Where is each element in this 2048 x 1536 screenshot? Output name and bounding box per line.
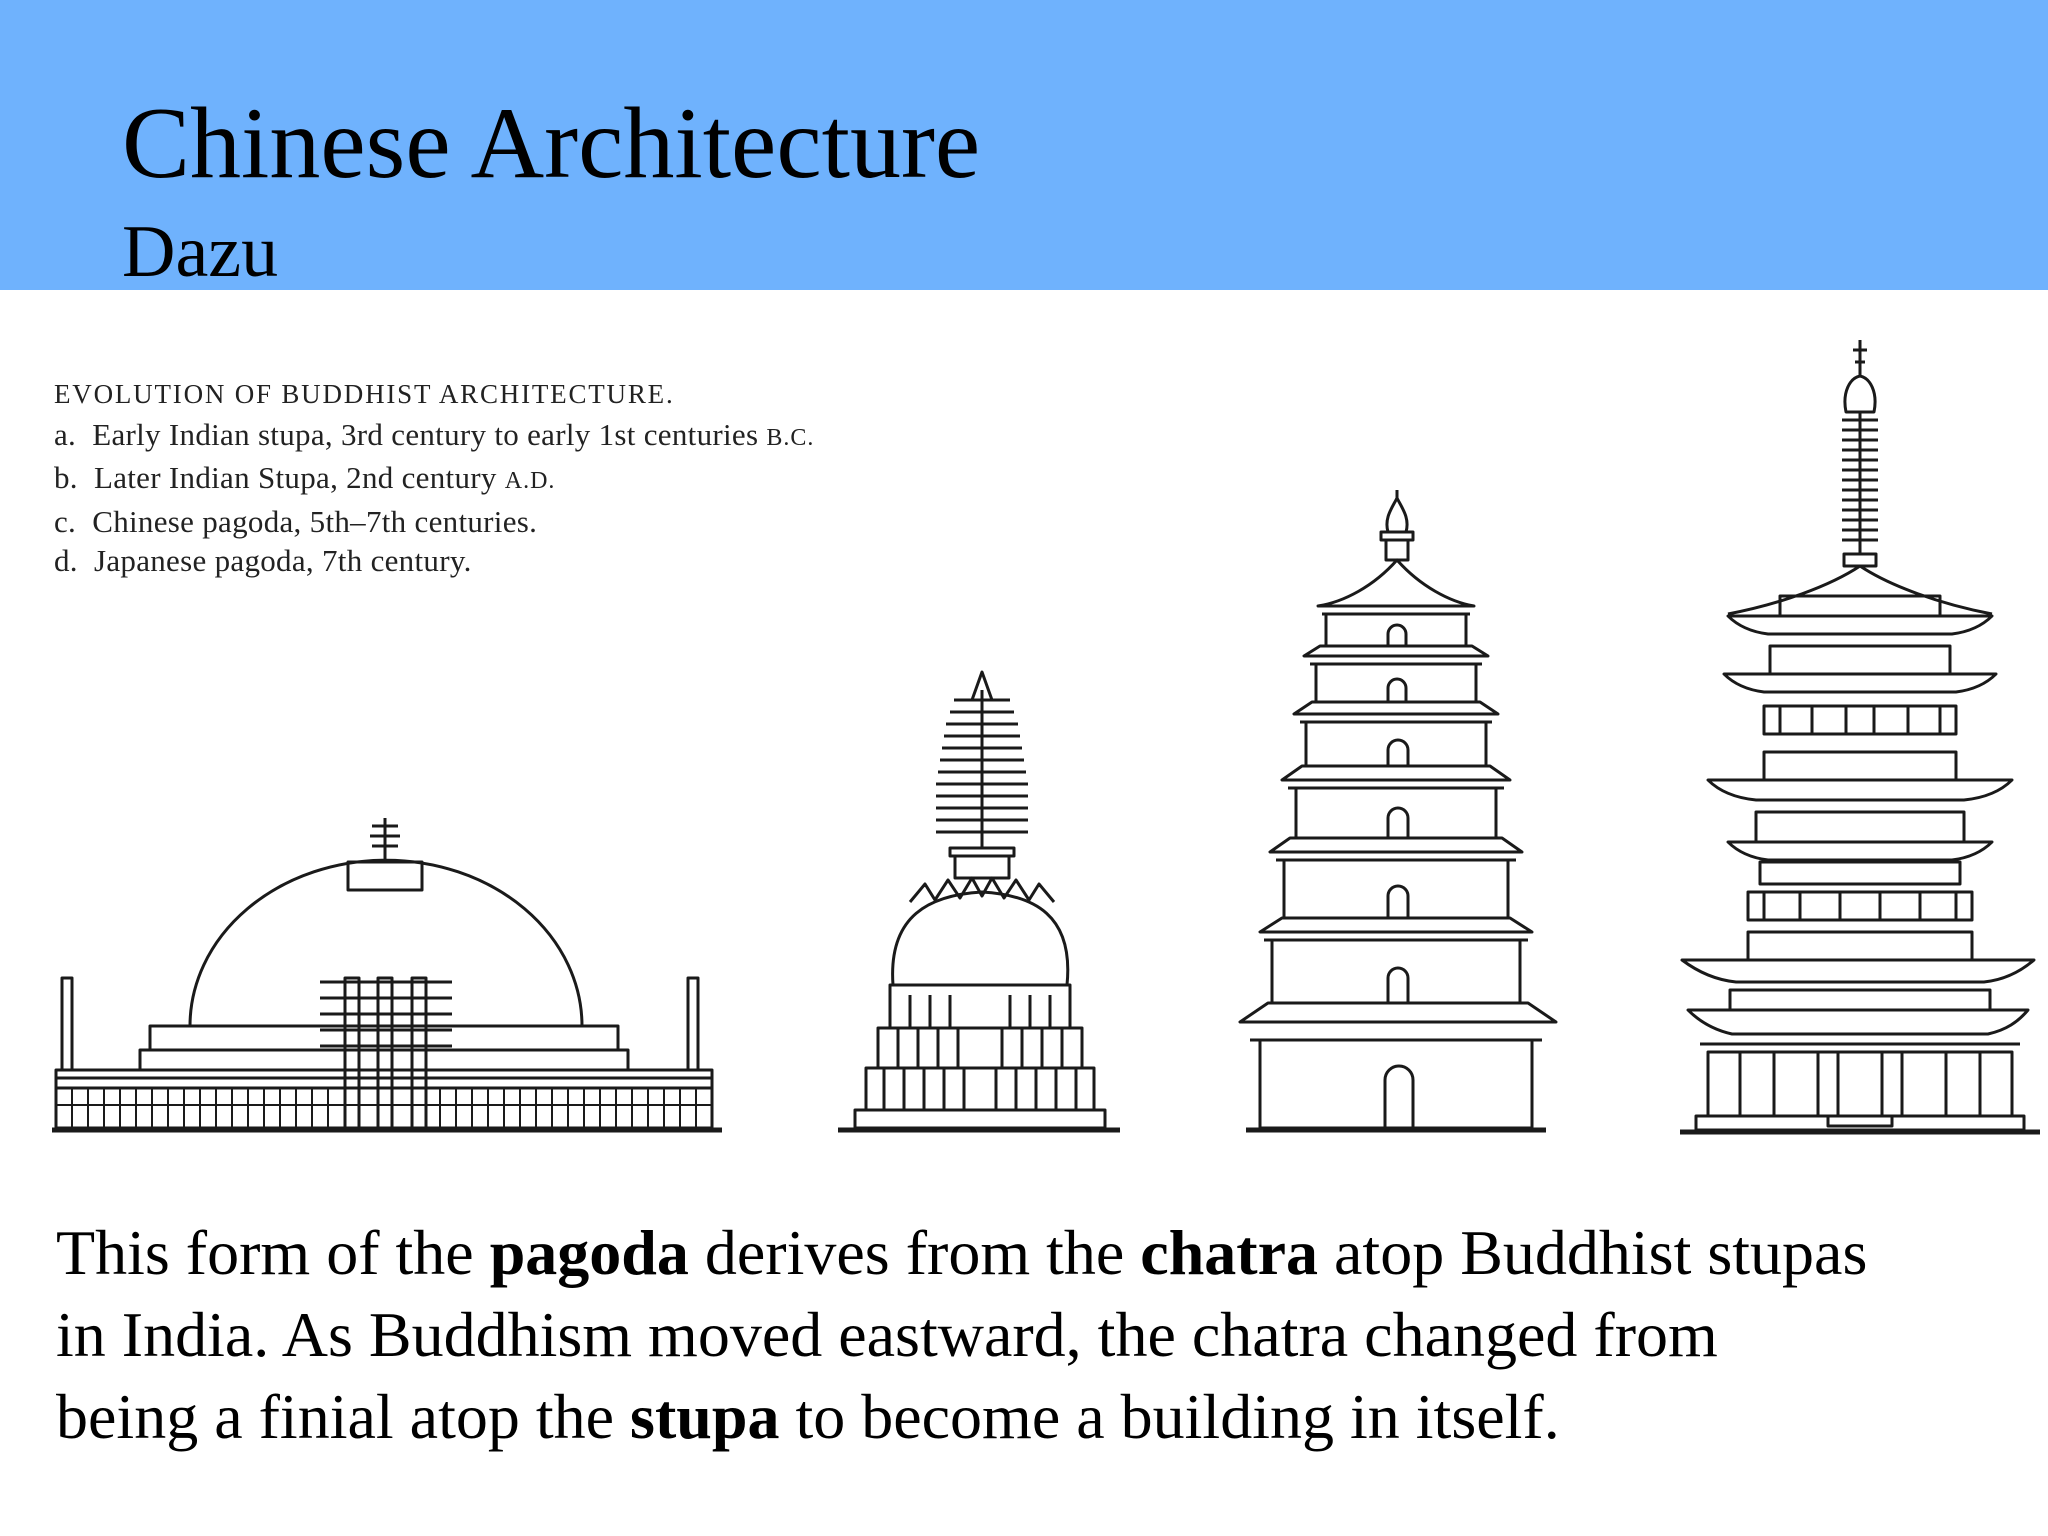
caption-text: Early Indian stupa, 3rd century to early 1st centuries [92, 416, 759, 452]
caption-letter: a. [54, 416, 77, 452]
explanatory-paragraph [56, 1212, 2016, 1458]
caption-text: Later Indian Stupa, 2nd century [93, 460, 497, 495]
caption-era: A.D. [504, 468, 556, 494]
caption-heading: EVOLUTION OF BUDDHIST ARCHITECTURE. [54, 379, 675, 409]
paragraph-text: This form of the [56, 1217, 490, 1288]
paragraph-text: to become a building in itself. [779, 1381, 1560, 1452]
term-pagoda: pagoda [489, 1217, 689, 1288]
railing-posts [56, 1088, 712, 1128]
caption-era: B.C. [766, 424, 815, 451]
later-indian-stupa-drawing [838, 672, 1120, 1130]
chinese-pagoda-drawing [1240, 490, 1556, 1130]
paragraph-text: in India. As Buddhism moved eastward, the chatra changed from [56, 1299, 1718, 1370]
paragraph-text: derives from the [688, 1217, 1141, 1288]
caption-letter: d. [54, 543, 78, 578]
japanese-pagoda-drawing [1680, 340, 2040, 1132]
term-chatra: chatra [1140, 1217, 1318, 1288]
caption-letter: b. [54, 460, 78, 495]
term-stupa: stupa [630, 1381, 780, 1452]
architecture-illustrations [0, 320, 2048, 1150]
paragraph-text: being a finial atop the [56, 1381, 631, 1452]
paragraph-text: atop Buddhist stupas [1318, 1217, 1868, 1288]
slide-subtitle: Dazu [122, 211, 279, 293]
caption-text: Chinese pagoda, 5th–7th centuries. [92, 503, 538, 539]
slide-title: Chinese Architecture [122, 87, 981, 200]
early-indian-stupa-drawing [52, 818, 722, 1130]
caption-text: Japanese pagoda, 7th century. [93, 543, 472, 578]
caption-letter: c. [54, 503, 77, 539]
